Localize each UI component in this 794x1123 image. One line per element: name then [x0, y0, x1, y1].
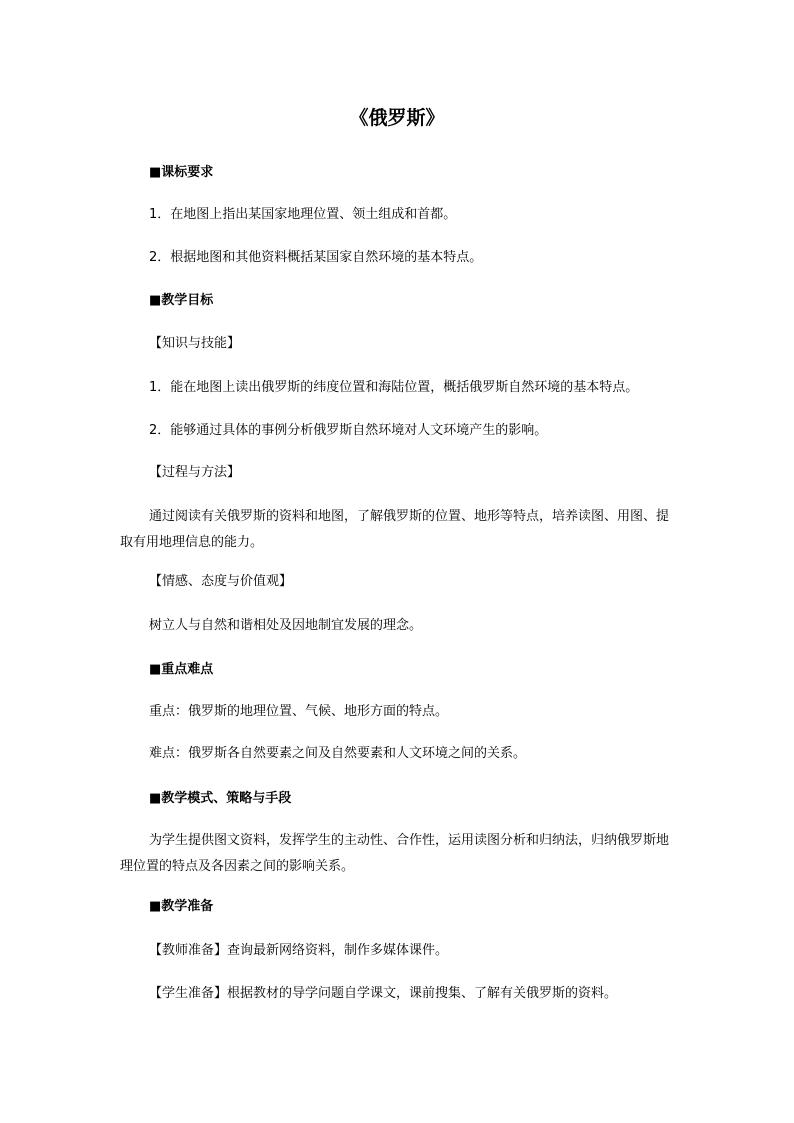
subheading-knowledge-skills: 【知识与技能】	[149, 336, 241, 351]
curriculum-item-1: 1．在地图上指出某国家地理位置、领土组成和首都。	[149, 207, 457, 222]
subheading-process-method: 【过程与方法】	[149, 465, 241, 480]
knowledge-item-2: 2．能够通过具体的事例分析俄罗斯自然环境对人文环境产生的影响。	[149, 423, 548, 438]
difficulty-text: 难点：俄罗斯各自然要素之间及自然要素和人文环境之间的关系。	[149, 746, 527, 761]
emotion-values-item: 树立人与自然和谐相处及因地制宜发展的理念。	[149, 618, 423, 633]
section-heading-objectives: ■教学目标	[149, 293, 214, 308]
teacher-preparation: 【教师准备】查询最新网络资料，制作多媒体课件。	[149, 943, 449, 958]
section-heading-preparation: ■教学准备	[149, 899, 214, 914]
knowledge-item-1: 1．能在地图上读出俄罗斯的纬度位置和海陆位置，概括俄罗斯自然环境的基本特点。	[149, 380, 639, 395]
section-heading-teaching-mode: ■教学模式、策略与手段	[149, 791, 292, 806]
curriculum-item-2: 2．根据地图和其他资料概括某国家自然环境的基本特点。	[149, 250, 483, 265]
key-point-text: 重点：俄罗斯的地理位置、气候、地形方面的特点。	[149, 704, 449, 719]
process-method-paragraph: 通过阅读有关俄罗斯的资料和地图，了解俄罗斯的位置、地形等特点，培养读图、用图、提取有用地理信息的能力。	[120, 509, 670, 550]
student-preparation: 【学生准备】根据教材的导学问题自学课文，课前搜集、了解有关俄罗斯的资料。	[149, 986, 618, 1001]
teaching-mode-paragraph: 为学生提供图文资料，发挥学生的主动性、合作性，运用读图分析和归纳法，归纳俄罗斯地理位置的特点及各因素之间的影响关系。	[120, 833, 670, 874]
document-title: 《俄罗斯》	[349, 107, 445, 129]
section-heading-curriculum: ■课标要求	[149, 165, 214, 180]
section-heading-key-points: ■重点难点	[149, 662, 214, 677]
subheading-emotion-values: 【情感、态度与价值观】	[149, 574, 293, 589]
